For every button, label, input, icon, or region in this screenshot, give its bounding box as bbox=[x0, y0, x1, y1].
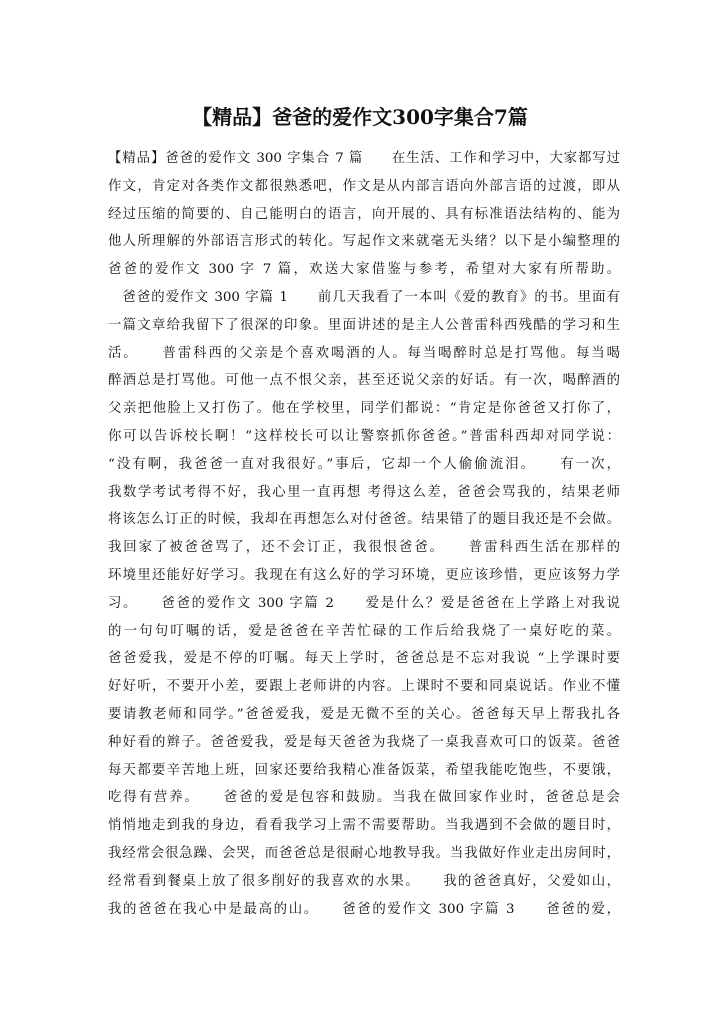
body-line: 作文，肯定对各类作文都很熟悉吧，作文是从内部言语向外部言语的过渡，即从 bbox=[108, 178, 620, 194]
body-line: 每天都要辛苦地上班，回家还要给我精心准备饭菜，希望我能吃饱些，不要饿， bbox=[108, 762, 620, 778]
body-line: 经常看到餐桌上放了很多削好的我喜欢的水果。 我的爸爸真好，父爱如山， bbox=[108, 873, 620, 889]
body-line: 悄悄地走到我的身边，看看我学习上需不需要帮助。当我遇到不会做的题目时， bbox=[108, 818, 620, 834]
body-line: 爸爸的爱作文 300 字篇 1 前几天我看了一本叫《爱的教育》的书。里面有 bbox=[108, 289, 620, 305]
body-line: 吃得有营养。 爸爸的爱是包容和鼓励。当我在做回家作业时，爸爸总是会 bbox=[108, 790, 620, 806]
body-line: 一篇文章给我留下了很深的印象。里面讲述的是主人公普雷科西残酷的学习和生 bbox=[108, 317, 620, 333]
body-line: 我经常会很急躁、会哭，而爸爸总是很耐心地教导我。当我做好作业走出房间时， bbox=[108, 845, 620, 861]
body-line: 将该怎么订正的时候，我却在再想怎么对付爸爸。结果错了的题目我还是不会做。 bbox=[108, 512, 620, 528]
body-line: 我回家了被爸爸骂了，还不会订正，我很恨爸爸。 普雷科西生活在那样的 bbox=[108, 540, 620, 556]
body-line: 习。 爸爸的爱作文 300 字篇 2 爱是什么？爱是爸爸在上学路上对我说 bbox=[108, 595, 620, 611]
body-line: 经过压缩的简要的、自己能明白的语言，向开展的、具有标准语法结构的、能为 bbox=[108, 206, 620, 222]
body-line: 活。 普雷科西的父亲是个喜欢喝酒的人。每当喝醉时总是打骂他。每当喝 bbox=[108, 345, 620, 361]
body-line: 爸爸爱我，爱是不停的叮嘱。每天上学时，爸爸总是不忘对我说 “上学课时要 bbox=[108, 651, 620, 667]
body-line: 我数学考试考得不好，我心里一直再想 考得这么差，爸爸会骂我的，结果老师 bbox=[108, 484, 620, 500]
body-line: 父亲把他脸上又打伤了。他在学校里，同学们都说：“肯定是你爸爸又打你了， bbox=[108, 401, 620, 417]
body-line: 环境里还能好好学习。我现在有这么好的学习环境，更应该珍惜，更应该努力学 bbox=[108, 567, 620, 583]
body-line: 的一句句叮嘱的话，爱是爸爸在辛苦忙碌的工作后给我烧了一桌好吃的菜。 bbox=[108, 623, 620, 639]
document-body bbox=[108, 145, 620, 923]
body-line: 他人所理解的外部语言形式的转化。写起作文来就毫无头绪？以下是小编整理的 bbox=[108, 234, 620, 250]
body-line: “没有啊，我爸爸一直对我很好。”事后，它却一个人偷偷流泪。 有一次， bbox=[108, 456, 620, 472]
body-line: 好好听，不要开小差，要跟上老师讲的内容。上课时不要和同桌说话。作业不懂 bbox=[108, 679, 620, 695]
body-line: 爸爸的爱作文 300 字 7 篇，欢送大家借鉴与参考，希望对大家有所帮助。 bbox=[108, 262, 620, 278]
body-line: 【精品】爸爸的爱作文 300 字集合 7 篇 在生活、工作和学习中，大家都写过 bbox=[108, 151, 620, 166]
body-line: 要请教老师和同学。”爸爸爱我，爱是无微不至的关心。爸爸每天早上帮我扎各 bbox=[108, 706, 620, 722]
document-title: 【精品】爸爸的爱作文300字集合7篇 bbox=[192, 105, 528, 129]
body-line: 种好看的辫子。爸爸爱我，爱是每天爸爸为我烧了一桌我喜欢可口的饭菜。爸爸 bbox=[108, 734, 620, 750]
body-line: 醉酒总是打骂他。可他一点不恨父亲，甚至还说父亲的好话。有一次，喝醉酒的 bbox=[108, 373, 620, 389]
body-line: 你可以告诉校长啊！”这样校长可以让警察抓你爸爸。”普雷科西却对同学说： bbox=[108, 428, 620, 444]
body-line: 我的爸爸在我心中是最高的山。 爸爸的爱作文 300 字篇 3 爸爸的爱， bbox=[108, 901, 620, 917]
